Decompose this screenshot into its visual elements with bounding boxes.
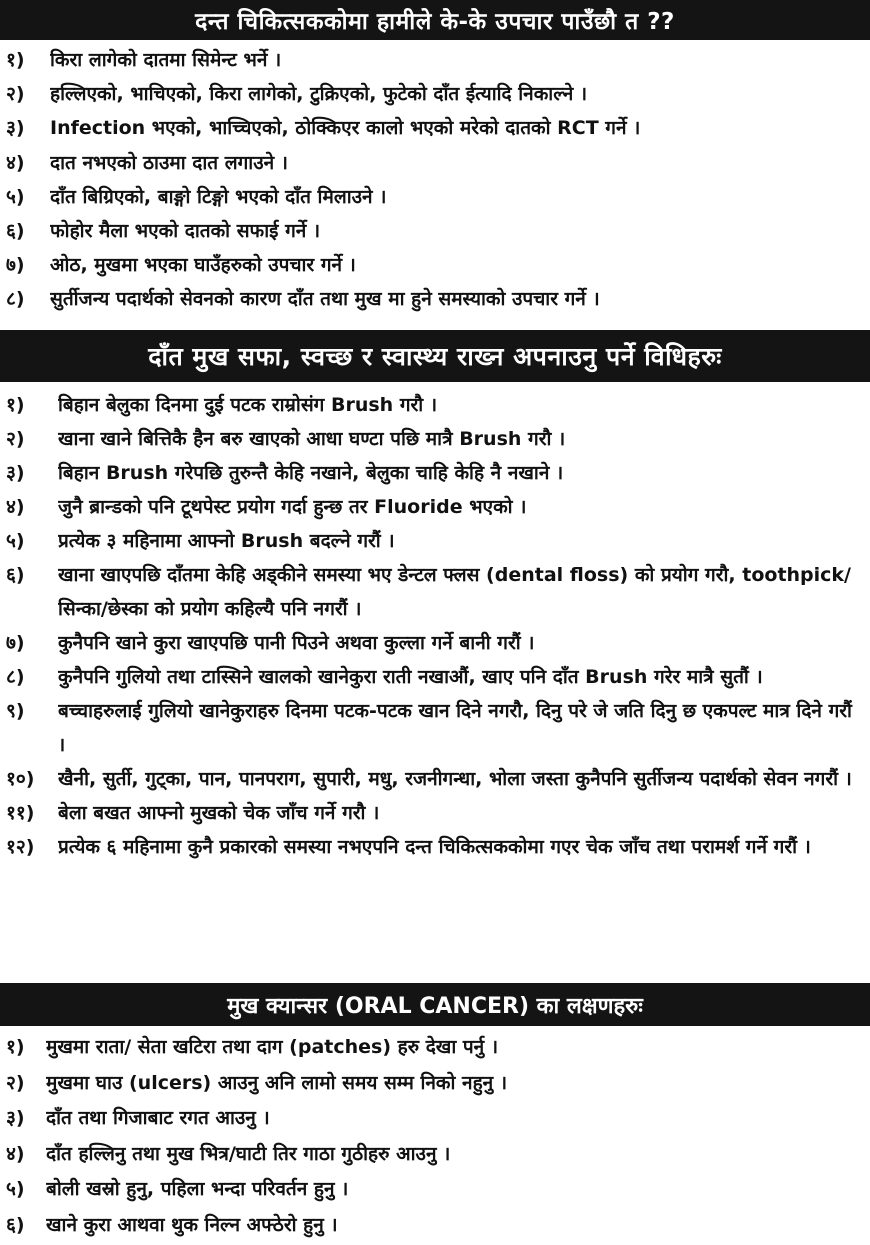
- list-item: [6, 149, 864, 183]
- item-text: सुर्तीजन्य पदार्थको सेवनको कारण दाँत तथा मुख मा हुने समस्याको उपचार गर्ने ।: [50, 285, 864, 313]
- list-item: [6, 762, 864, 796]
- list-item: [6, 285, 864, 319]
- item-text: दाँत हल्लिनु तथा मुख भित्र/घाटी तिर गाठा गुठीहरु आउनु ।: [46, 1139, 864, 1169]
- item-text: खाना खाएपछि दाँतमा केहि अड्कीने समस्या भए डेन्टल फ्लस (dental floss) को प्रयोग गरौ, toothpick/सिन्का/छेस्का को प्रयोग कहिल्यै पनि नगरौं ।: [58, 558, 864, 626]
- item-text: कुनैपनि खाने कुरा खाएपछि पानी पिउने अथवा कुल्ला गर्ने बानी गरौं ।: [58, 626, 864, 660]
- item-text: फोहोर मैला भएको दातको सफाई गर्ने ।: [50, 217, 864, 245]
- list-item: [6, 183, 864, 217]
- item-text: दाँत तथा गिजाबाट रगत आउनु ।: [46, 1103, 864, 1133]
- item-number: ४): [6, 149, 50, 177]
- list-item: [6, 251, 864, 285]
- item-number: २): [6, 1068, 46, 1098]
- list-item: [6, 422, 864, 456]
- item-text: प्रत्येक ६ महिनामा कुनै प्रकारको समस्या नभएपनि दन्त चिकित्सककोमा गएर चेक जाँच तथा परामर्श गर्ने गरौं ।: [58, 830, 864, 864]
- list-item: [6, 626, 864, 660]
- item-list: [0, 1026, 870, 1245]
- item-text: खैनी, सुर्ती, गुट्का, पान, पानपराग, सुपारी, मधु, रजनीगन्धा, भोला जस्ता कुनैपनि सुर्तीजन्य पदार्थको सेवन नगरौं ।: [58, 762, 864, 796]
- item-text: Infection भएको, भाच्चिएको, ठोक्किएर कालो भएको मरेको दातको RCT गर्ने ।: [50, 114, 864, 142]
- list-item: [6, 114, 864, 148]
- list-item: [6, 830, 864, 864]
- item-number: ३): [6, 1103, 46, 1133]
- item-number: १): [6, 46, 50, 74]
- list-item: [6, 80, 864, 114]
- list-item: [6, 456, 864, 490]
- item-number: ६): [6, 217, 50, 245]
- item-number: ३): [6, 456, 58, 490]
- list-item: [6, 694, 864, 762]
- item-text: बोली खस्रो हुनु, पहिला भन्दा परिवर्तन हुनु ।: [46, 1174, 864, 1204]
- item-text: दाँत बिग्रिएको, बाङ्गो टिङ्गो भएको दाँत मिलाउने ।: [50, 183, 864, 211]
- item-number: ५): [6, 524, 58, 558]
- section-heading: दाँत मुख सफा, स्वच्छ र स्वास्थ्य राख्न अपनाउनु पर्ने विधिहरुः: [0, 330, 870, 382]
- item-text: मुखमा राता/ सेता खटिरा तथा दाग (patches) हरु देखा पर्नु ।: [46, 1032, 864, 1062]
- item-text: खाना खाने बित्तिकै हैन बरु खाएको आधा घण्टा पछि मात्रै Brush गरौ ।: [58, 422, 864, 456]
- list-item: [6, 524, 864, 558]
- list-item: [6, 388, 864, 422]
- list-item: [6, 1139, 864, 1175]
- list-item: [6, 1068, 864, 1104]
- list-item: [6, 660, 864, 694]
- section-oral-hygiene-methods: [0, 330, 870, 864]
- section-dental-treatments: [0, 0, 870, 320]
- section-heading: दन्त चिकित्सककोमा हामीले के-के उपचार पाउँछौ त ??: [0, 0, 870, 40]
- item-text: मुखमा घाउ (ulcers) आउनु अनि लामो समय सम्म निको नहुनु ।: [46, 1068, 864, 1098]
- item-number: ५): [6, 183, 50, 211]
- list-item: [6, 217, 864, 251]
- item-number: ५): [6, 1174, 46, 1204]
- item-number: ४): [6, 1139, 46, 1169]
- list-item: [6, 46, 864, 80]
- list-item: [6, 1210, 864, 1245]
- item-list: [0, 40, 870, 320]
- item-text: कुनैपनि गुलियो तथा टास्सिने खालको खानेकुरा राती नखाऔं, खाए पनि दाँत Brush गरेर मात्रै सुतौं ।: [58, 660, 864, 694]
- list-item: [6, 1174, 864, 1210]
- list-item: [6, 1032, 864, 1068]
- item-number: ९): [6, 694, 58, 728]
- item-text: जुनै ब्रान्डको पनि टूथपेस्ट प्रयोग गर्दा हुन्छ तर Fluoride भएको ।: [58, 490, 864, 524]
- item-text: प्रत्येक ३ महिनामा आफ्नो Brush बदल्ने गरौं ।: [58, 524, 864, 558]
- item-text: ओठ, मुखमा भएका घाउँहरुको उपचार गर्ने ।: [50, 251, 864, 279]
- item-number: १): [6, 388, 58, 422]
- item-number: २): [6, 422, 58, 456]
- item-number: ६): [6, 1210, 46, 1240]
- item-number: ७): [6, 251, 50, 279]
- item-text: किरा लागेको दातमा सिमेन्ट भर्ने ।: [50, 46, 864, 74]
- item-text: बिहान बेलुका दिनमा दुई पटक राम्रोसंग Brush गरौ ।: [58, 388, 864, 422]
- item-number: १२): [6, 830, 58, 864]
- list-item: [6, 558, 864, 626]
- item-number: ६): [6, 558, 58, 592]
- list-item: [6, 490, 864, 524]
- item-text: हल्लिएको, भाचिएको, किरा लागेको, टुक्रिएको, फुटेको दाँत ईत्यादि निकाल्ने ।: [50, 80, 864, 108]
- item-text: खाने कुरा आथवा थुक निल्न अफ्ठेरो हुनु ।: [46, 1210, 864, 1240]
- section-heading: मुख क्यान्सर (ORAL CANCER) का लक्षणहरुः: [0, 983, 870, 1026]
- list-item: [6, 796, 864, 830]
- list-item: [6, 1103, 864, 1139]
- item-text: दात नभएको ठाउमा दात लगाउने ।: [50, 149, 864, 177]
- item-number: २): [6, 80, 50, 108]
- item-text: बच्चाहरुलाई गुलियो खानेकुराहरु दिनमा पटक-पटक खान दिने नगरौ, दिनु परे जे जति दिनु छ एकपल्ट मात्र दिने गरौं ।: [58, 694, 864, 762]
- item-text: बेला बखत आफ्नो मुखको चेक जाँच गर्ने गरौ ।: [58, 796, 864, 830]
- item-text: बिहान Brush गरेपछि तुरुन्तै केहि नखाने, बेलुका चाहि केहि नै नखाने ।: [58, 456, 864, 490]
- item-number: १): [6, 1032, 46, 1062]
- item-number: ७): [6, 626, 58, 660]
- item-number: ३): [6, 114, 50, 142]
- section-oral-cancer-symptoms: [0, 983, 870, 1245]
- item-number: ८): [6, 285, 50, 313]
- item-list: [0, 382, 870, 864]
- item-number: १०): [6, 762, 58, 796]
- item-number: ४): [6, 490, 58, 524]
- item-number: ८): [6, 660, 58, 694]
- item-number: ११): [6, 796, 58, 830]
